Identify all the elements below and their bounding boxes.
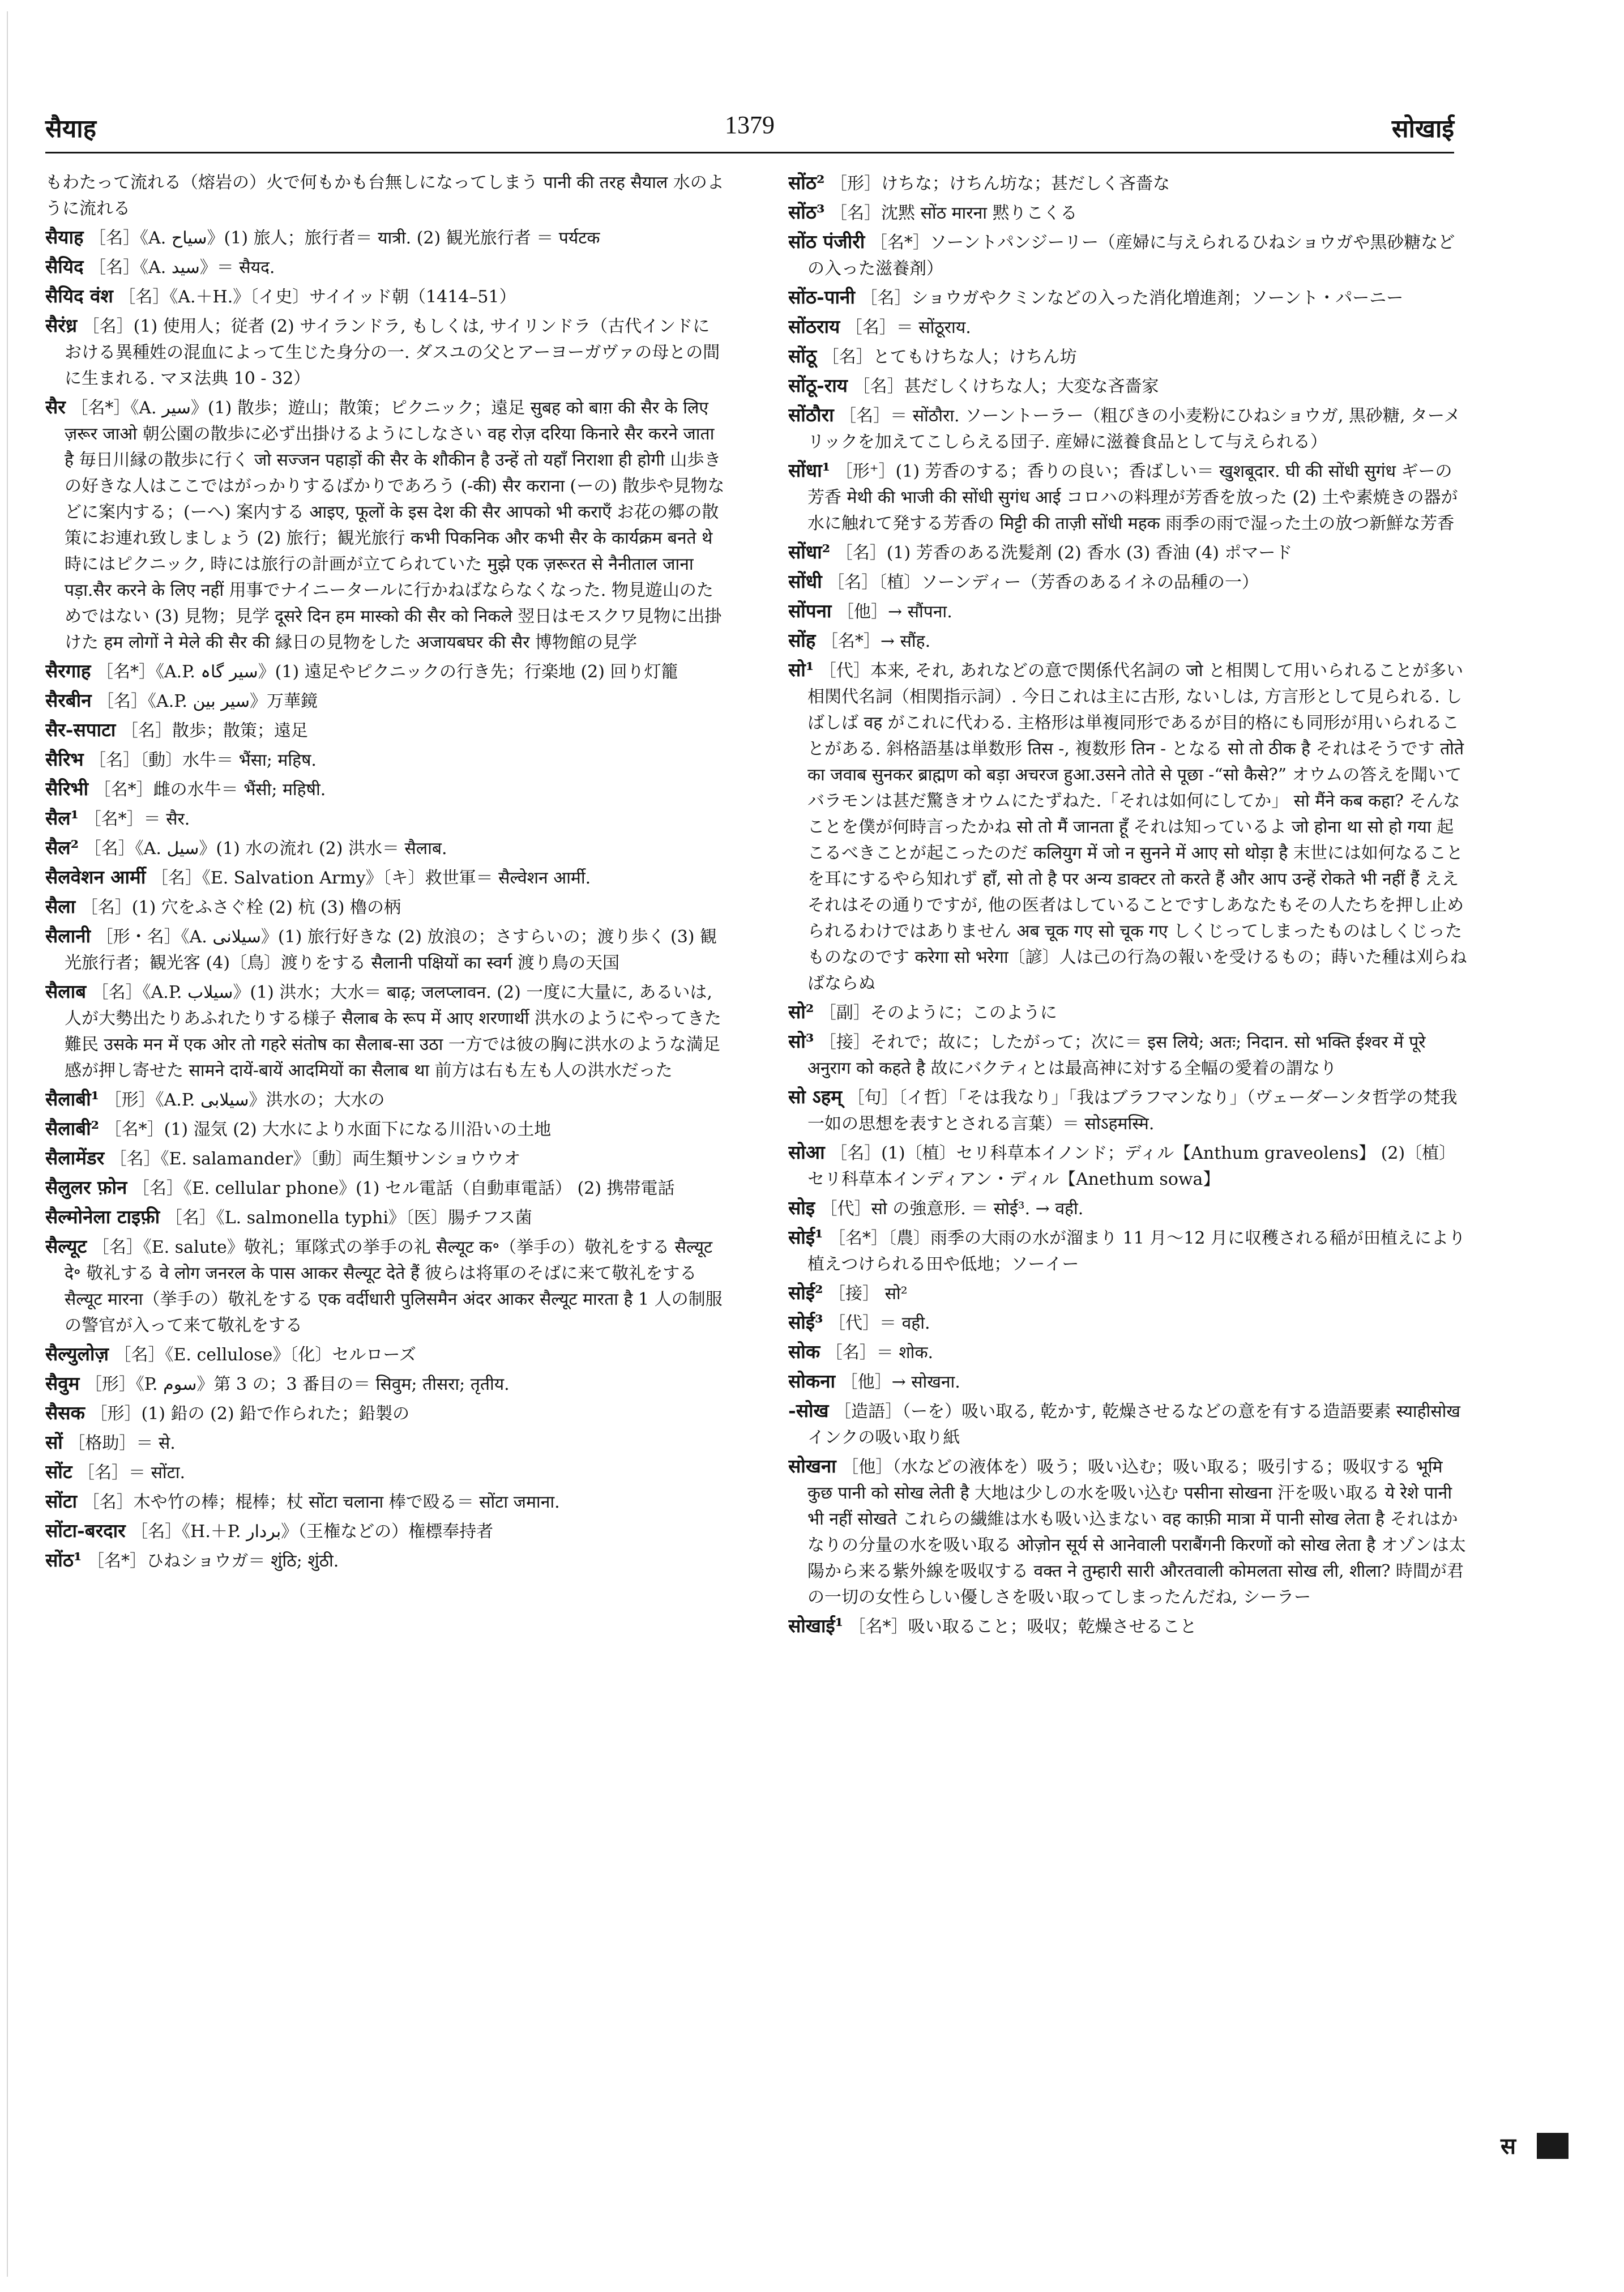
dictionary-entry xyxy=(788,458,1468,537)
entry-headword: सैल¹ xyxy=(45,807,79,829)
page-edge-line xyxy=(7,11,8,2277)
entry-headword: सोंठ-पानी xyxy=(788,286,855,308)
entry-headword: सैलाबी¹ xyxy=(45,1088,100,1110)
entry-definition: ［名］《A.＋H.》〔イ史〕サイイッド朝（1414–51） xyxy=(118,287,516,307)
entry-definition: ［名］ショウガやクミンなどの入った消化増進剤；ソーント・パーニー xyxy=(860,288,1404,308)
dictionary-entry xyxy=(45,1518,725,1545)
entry-definition: ［名］《E. salamander》〔動〕両生類サンショウウオ xyxy=(109,1149,521,1169)
entry-headword: सोंधा¹ xyxy=(788,459,831,481)
entry-definition: ［名*］ひねショウガ＝ शुंठि; शुंठी. xyxy=(87,1551,339,1571)
entry-definition: ［造語］（ーを）吸い取る, 乾かす, 乾燥させるなどの意を有する造語要素 स्याहीसोख インクの吸い取り紙 xyxy=(807,1402,1460,1448)
dictionary-entry xyxy=(45,1547,725,1574)
entry-headword: -सोख xyxy=(788,1399,829,1422)
entry-headword: सोई³ xyxy=(788,1311,823,1333)
dictionary-entry xyxy=(788,1339,1468,1366)
entry-definition: ［名*］→ सौंह. xyxy=(820,631,931,651)
entry-definition: ［名］《A.P. سیر بین》万華鏡 xyxy=(97,692,318,711)
entry-headword: सो³ xyxy=(788,1030,814,1052)
dictionary-entry xyxy=(788,1453,1468,1611)
dictionary-entry xyxy=(788,373,1468,400)
entry-headword: सोंट xyxy=(45,1461,72,1483)
entry-headword: सों xyxy=(45,1431,63,1453)
dictionary-entry xyxy=(45,1371,725,1398)
entry-definition: ［名］《A. سیاح》(1) 旅人；旅行者＝ यात्री. (2) 観光旅行者 ＝ पर्यटक xyxy=(89,228,600,248)
dictionary-entry xyxy=(788,1139,1468,1193)
dictionary-entry xyxy=(45,979,725,1084)
entry-definition: ［代］सो の強意形. ＝ सोई³. → वही. xyxy=(820,1199,1084,1219)
entry-headword: सोंठौरा xyxy=(788,404,834,426)
left-column xyxy=(45,170,725,2237)
dictionary-entry xyxy=(45,283,725,310)
page-header xyxy=(45,110,1454,150)
entry-headword: सैयाह xyxy=(45,226,84,248)
entry-headword: सैसक xyxy=(45,1402,85,1424)
dictionary-entry xyxy=(788,284,1468,311)
dictionary-entry xyxy=(788,1368,1468,1395)
entry-definition: ［格助］＝ से. xyxy=(68,1433,176,1453)
entry-definition: ［形］《P. سوم》第 3 の；3 番目の＝ सिवुम; तीसरा; तृतीय. xyxy=(84,1375,510,1394)
entry-headword: सोखना xyxy=(788,1455,836,1477)
dictionary-entry xyxy=(788,598,1468,625)
entry-headword: सैरिभी xyxy=(45,778,89,800)
entry-definition: ［名］《E. salute》敬礼；軍隊式の挙手の礼 सैल्यूट क॰（挙手の）敬礼をする सैल्यूट दे॰ 敬礼する वे लोग जनरल के पास आकर सैल्यूट देते हैं 彼らは将軍のそばに来て敬礼をする सैल्यूट मारना（挙手の）敬礼をする एक वर्दीधारी पुलिसमैन अंदर आकर सैल्यूट मारता है 1 人の制服の警官が入って来て敬礼をする xyxy=(65,1237,723,1335)
dictionary-entry xyxy=(45,1400,725,1427)
entry-headword: सोंटा-बरदार xyxy=(45,1520,126,1542)
dictionary-entry xyxy=(45,894,725,921)
entry-definition: ［接］ सो² xyxy=(828,1284,908,1304)
entry-definition: ［名］〔動〕水牛＝ भैंसा; महिष. xyxy=(89,750,317,770)
entry-definition: ［名*］雌の水牛＝ भैंसी; महिषी. xyxy=(93,780,326,800)
entry-headword: सैल² xyxy=(45,836,79,859)
thumb-index-tab xyxy=(1501,2129,1591,2163)
entry-headword: सोंठ³ xyxy=(788,201,825,223)
entry-definition: ［名］沈黙 सोंठ मारना 黙りこくる xyxy=(830,203,1078,223)
entry-definition: ［名］《A. سیل》(1) 水の流れ (2) 洪水＝ सैलाब. xyxy=(84,839,447,859)
entry-definition: ［形］《A.P. سیلابی》洪水の；大水の xyxy=(104,1090,385,1110)
entry-headword: सोई² xyxy=(788,1282,823,1304)
dictionary-entry xyxy=(45,224,725,251)
dictionary-entry xyxy=(45,313,725,392)
entry-headword: सोई¹ xyxy=(788,1226,823,1248)
entry-headword: सैलाबी² xyxy=(45,1117,100,1139)
entry-definition: ［名*］〔農〕雨季の大雨の水が溜まり 11 月～12 月に収穫される稲が田植えにより植えつけられる田や低地；ソーイー xyxy=(807,1228,1466,1274)
dictionary-entry xyxy=(788,1309,1468,1337)
dictionary-entry xyxy=(45,1429,725,1457)
entry-definition: ［名］《E. Salvation Army》〔キ〕救世軍＝ सैल्वेशन आर्मी. xyxy=(151,868,591,888)
entry-definition: ［名*］ソーントパンジーリー（産婦に与えられるひねショウガや黒砂糖などの入った滋養剤） xyxy=(807,233,1455,279)
entry-headword: सैयिद xyxy=(45,255,84,278)
dictionary-entry xyxy=(45,835,725,862)
dictionary-entry xyxy=(788,343,1468,370)
entry-headword: सोंठराय xyxy=(788,315,840,338)
entry-definition: ［接］それで；故に；したがって；次に＝ इस लिये; अतः; निदान. सो भक्ति ईश्वर में पूरे अनुराग को कहते है 故にバクティとは最高神に対する全幅の愛着の謂なり xyxy=(807,1032,1426,1078)
dictionary-entry xyxy=(45,1459,725,1486)
entry-headword: सोंठ² xyxy=(788,172,825,194)
entry-definition: ［名*］《A.P. سیر گاہ》(1) 遠足やピクニックの行き先；行楽地 (2) 回り灯籠 xyxy=(96,662,678,682)
dictionary-entry xyxy=(788,1224,1468,1278)
entry-definition: ［名］木や竹の棒；棍棒；杖 सोंटा चलाना 棒で殴る＝ सोंटा जमाना. xyxy=(82,1492,560,1512)
entry-headword: सैलवेशन आर्मी xyxy=(45,866,146,888)
dictionary-entry xyxy=(788,1195,1468,1222)
entry-headword: सैलाब xyxy=(45,980,87,1002)
dictionary-entry xyxy=(788,199,1468,227)
dictionary-entry xyxy=(45,805,725,833)
entry-definition: ［名*］(1) 湿気 (2) 大水により水面下になる川沿いの土地 xyxy=(104,1120,552,1139)
entry-definition: ［名］(1) 使用人；従者 (2) サイランドラ, もしくは, サイリンドラ（古代インドにおける異種姓の混血によって生じた身分の一. ダスユの父とアーヨーガヴァの母との間に生まれる. マヌ法典 10 - 32） xyxy=(65,317,720,389)
entry-definition: ［名］《L. salmonella typhi》〔医〕腸チフス菌 xyxy=(165,1208,532,1228)
entry-definition: もわたって流れる（熔岩の）火で何もかも台無しになってしまう पानी की तरह सैयाल 水のように流れる xyxy=(45,173,724,219)
entry-headword: सैरिभ xyxy=(45,748,84,770)
entry-definition: ［名］(1) 穴をふさぐ栓 (2) 杭 (3) 櫓の柄 xyxy=(80,898,401,917)
entry-definition: ［他］→ सोखना. xyxy=(840,1372,960,1392)
entry-definition: ［名*］《A. سیر》(1) 散歩；遊山；散策；ピクニック；遠足 सुबह को बाग़ की सैर के लिए ज़रूर जाओ 朝公園の散歩に必ず出掛けるようにしなさい वह रोज़ दरिया किनारे सैर करने जाता है 毎日川縁の散歩に行く जो सज्जन पहाड़ों की सैर के शौकीन है उन्हें तो यहाँ निराशा ही होगी 山歩きの好きな人はここではがっかりするばかりであろう (-की) सैर कराना (ーの) 散歩や見物などに案内する；(ーへ) 案内する आइए, फूलों के इस देश की सैर आपको भी कराएँ お花の郷の散策にお連れ致しましょう (2) 旅行；観光旅行 कभी पिकनिक और कभी सैर के कार्यक्रम बनते थे 時にはピクニック, 時には旅行の計画が立てられていた मुझे एक ज़रूरत से नैनीताल जाना पड़ा.सैर करने के लिए नहीं 用事でナイニータールに行かねばならなくなった. 物見遊山のためではない (3) 見物；見学 दूसरे दिन हम मास्को की सैर को निकले 翌日はモスクワ見物に出掛けた हम लोगों ने मेले की सैर की 縁日の見物をした अजायबघर की सैर 博物館の見学 xyxy=(65,398,725,652)
header-rule xyxy=(45,152,1454,153)
dictionary-entry xyxy=(45,1341,725,1368)
entry-headword: सोंह xyxy=(788,629,816,651)
entry-headword: सैल्युलोज़ xyxy=(45,1343,109,1365)
entry-definition: ［名］甚だしくけちな人；大変な吝嗇家 xyxy=(853,377,1159,396)
entry-definition: ［名］《E. cellular phone》(1) セル電話（自動車電話） (2) 携帯電話 xyxy=(132,1179,675,1198)
dictionary-entry xyxy=(45,1086,725,1113)
entry-headword: सो¹ xyxy=(788,659,814,681)
entry-definition: ［他］→ सौंपना. xyxy=(837,602,952,622)
header-first-headword: सैयाह xyxy=(45,114,97,143)
entry-definition: ［名］《H.＋P. بردار》（王権などの）権標奉持者 xyxy=(131,1522,494,1542)
entry-definition: ［名］(1) 芳香のある洗髪剤 (2) 香水 (3) 香油 (4) ポマード xyxy=(835,543,1293,563)
entry-definition: ［名］とてもけちな人；けちん坊 xyxy=(822,347,1077,367)
dictionary-entry xyxy=(788,1084,1468,1137)
entry-headword: सोआ xyxy=(788,1141,825,1163)
dictionary-entry xyxy=(788,539,1468,566)
entry-headword: सैर-सपाटा xyxy=(45,719,116,741)
entry-definition: ［名］＝ सोंठौरा. ソーントーラー（粗びきの小麦粉にひねショウガ, 黒砂糖, ターメリックを加えてこしらえる団子. 産婦に滋養食品として与えられる） xyxy=(807,406,1461,452)
entry-headword: सैरंध्र xyxy=(45,314,78,336)
entry-headword: सैलुलर फ़ोन xyxy=(45,1176,127,1198)
entry-headword: सैला xyxy=(45,895,76,917)
entry-headword: सोंठ¹ xyxy=(45,1549,82,1571)
entry-headword: सैलानी xyxy=(45,925,91,947)
thumb-index-block xyxy=(1537,2133,1569,2159)
entry-headword: सोंधा² xyxy=(788,541,831,563)
dictionary-entry xyxy=(788,657,1468,997)
dictionary-entry xyxy=(45,776,725,803)
entry-headword: सैर xyxy=(45,396,66,418)
dictionary-entry xyxy=(788,628,1468,655)
entry-headword: सोंपना xyxy=(788,600,832,622)
dictionary-entry xyxy=(45,1204,725,1231)
entry-definition: ［名］＝ सोंटा. xyxy=(78,1463,186,1483)
entry-definition: ［名*］吸い取ること；吸収；乾燥させること xyxy=(848,1617,1197,1637)
dictionary-entry xyxy=(788,1398,1468,1451)
dictionary-entry xyxy=(45,1488,725,1516)
entry-headword: सोखाई¹ xyxy=(788,1615,844,1637)
dictionary-entry xyxy=(45,688,725,715)
entry-headword: सोंधी xyxy=(788,570,822,592)
entry-definition: ［形⁺］(1) 芳香のする；香りの良い；香ばしい＝ खुशबूदार. घी की सोंधी सुगंध ギーの芳香 मेथी की भाजी की सोंधी सुगंध आई コロハの料理が芳香を放った (2) 土や素焼きの器が水に触れて発する芳香の मिट्टी की ताज़ी सोंधी महक 雨季の雨で湿った土の放つ新鮮な芳香 xyxy=(807,462,1458,533)
thumb-index-letter: स xyxy=(1501,2133,1516,2159)
entry-headword: सैवुम xyxy=(45,1372,80,1394)
entry-definition: ［名］《E. cellulose》〔化〕セルローズ xyxy=(114,1345,416,1365)
entry-headword: सैरगाह xyxy=(45,660,91,682)
entry-definition: ［名*］＝ सैर. xyxy=(84,809,190,829)
dictionary-entry xyxy=(788,999,1468,1026)
entry-definition: ［代］本来, それ, あれなどの意で関係代名詞の जो と相関して用いられることが多い相関代名詞（相関指示詞）. 今日これは主に古形, ないしは, 方言形として見られる. しばしば वह がこれに代わる. 主格形は単複同形であるが目的格にも同形が用いられることがある. 斜格語基は単数形 तिस -, 複数形 तिन - となる सो तो ठीक है それはそうです तोते का जवाब सुनकर ब्राह्मण को बड़ा अचरज हुआ.उसने तोते से पूछा -“सो कैसे?” オウムの答えを聞いてバラモンは甚だ驚きオウムにたずねた.「それは如何にしてか」 सो मैंने कब कहा? そんなことを僕が何時言ったかね सो तो मैं जानता हूँ それは知っているよ जो होना था सो हो गया 起こるべきことが起こったのだ कलियुग में जो न सुनने में आए सो थोड़ा है 末世には如何なることを耳にするやら知れず हाँ, सो तो है पर अन्य डाक्टर तो करते हैं और आप उन्हें रोकते भी नहीं हैं ええそれはその通りですが, 他の医者はしていることですしあなたもその人たちを押し止められるわけではありません अब चूक गए सो चूक गए しくじってしまったものはしくじったものなのです करेगा सो भरेगा〔諺〕人は己の行為の報いを受けるもの；蒔いた種は刈らねばならぬ xyxy=(807,661,1467,993)
dictionary-entry xyxy=(45,254,725,281)
entry-headword: सोक xyxy=(788,1341,820,1363)
entry-headword: सैल्मोनेला टाइफ़ी xyxy=(45,1206,160,1228)
entry-definition: ［形］けちな；けちん坊な；甚だしく吝嗇な xyxy=(830,174,1170,194)
dictionary-entry xyxy=(788,1613,1468,1640)
dictionary-entry xyxy=(788,569,1468,596)
dictionary-entry xyxy=(788,1280,1468,1307)
entry-headword: सो ऽहम् xyxy=(788,1086,843,1108)
entry-headword: सैलामेंडर xyxy=(45,1147,105,1169)
dictionary-entry xyxy=(45,658,725,685)
entry-definition: ［代］＝ वही. xyxy=(828,1313,930,1333)
dictionary-entry xyxy=(45,923,725,976)
entry-headword: सोंठू-राय xyxy=(788,374,848,396)
dictionary-entry xyxy=(45,170,725,222)
entry-definition: ［他］（水などの液体を）吸う；吸い込む；吸い取る；吸引する；吸収する भूमि कुछ पानी को सोख लेती है 大地は少しの水を吸い込む पसीना सोखना 汗を吸い取る ये रेशे पानी भी नहीं सोखते これらの繊維は水も吸い込まない वह काफ़ी मात्रा में पानी सोख लेता है それはかなりの分量の水を吸い取る ओज़ोन सूर्य से आनेवाली पराबैंगनी किरणों को सोख लेता है オゾンは太陽から来る紫外線を吸収する वक्त ने तुम्हारी सारी औरतवाली कोमलता सोख ली, शीला? 時間が君の一切の女性らしい優しさを吸い取ってしまったんだね, シーラー xyxy=(807,1457,1466,1607)
entry-definition: ［形・名］《A. سیلانی》(1) 旅行好きな (2) 放浪の；さすらいの；渡り歩く (3) 観光旅行者；観光客 (4)〔鳥〕渡りをする सैलानी पक्षियों का स्वर्ग 渡り鳥の天国 xyxy=(65,927,717,973)
dictionary-entry xyxy=(45,864,725,891)
entry-headword: सोइ xyxy=(788,1197,815,1219)
entry-definition: ［名］＝ शोक. xyxy=(825,1343,934,1363)
dictionary-entry xyxy=(788,402,1468,455)
entry-definition: ［副］そのように；このように xyxy=(819,1003,1057,1023)
entry-headword: सैल्यूट xyxy=(45,1235,87,1257)
dictionary-entry xyxy=(788,229,1468,282)
entry-headword: सोंठ पंजीरी xyxy=(788,231,865,253)
entry-headword: सो² xyxy=(788,1001,814,1023)
entry-definition: ［名］《A.P. سیلاب》(1) 洪水；大水＝ बाढ़; जलप्लावन. (2) 一度に大量に, あるいは, 人が大勢出たりあふれたりする様子 सैलाब के रूप में आए शरणार्थी 洪水のようにやってきた難民 उसके मन में एक ओर तो गहरे संतोष का सैलाब-सा उठा 一方では彼の胸に洪水のような満足感が押し寄せた सामने दायें-बायें आदमियों का सैलाब था 前方は右も左も人の洪水だった xyxy=(65,983,721,1081)
dictionary-entry xyxy=(788,170,1468,197)
entry-headword: सैरबीन xyxy=(45,689,92,711)
dictionary-entry xyxy=(45,717,725,744)
entry-headword: सोकना xyxy=(788,1370,836,1392)
right-column xyxy=(788,170,1468,2237)
dictionary-entry xyxy=(45,1145,725,1172)
entry-definition: ［句］〔イ哲〕「そは我なり」「我はブラフマンなり」（ヴェーダーンタ哲学の梵我一如の思想を表すとされる言葉）＝ सोऽहमस्मि. xyxy=(807,1088,1458,1134)
dictionary-entry xyxy=(45,1116,725,1143)
dictionary-entry xyxy=(45,1175,725,1202)
page-number: 1379 xyxy=(725,111,775,139)
entry-definition: ［形］(1) 鉛の (2) 鉛で作られた；鉛製の xyxy=(90,1404,410,1424)
entry-headword: सोंटा xyxy=(45,1490,78,1512)
dictionary-entry xyxy=(45,746,725,774)
entry-headword: सोंठू xyxy=(788,345,817,367)
entry-definition: ［名］(1)〔植〕セリ科草本イノンド；ディル【Anthum graveolens】 (2)〔植〕セリ科草本インディアン・ディル【Anethum sowa】 xyxy=(807,1143,1456,1189)
dictionary-entry xyxy=(788,1028,1468,1082)
entry-definition: ［名］散歩；散策；遠足 xyxy=(121,721,308,741)
entry-definition: ［名］＝ सोंठूराय. xyxy=(845,318,971,338)
entry-headword: सैयिद वंश xyxy=(45,285,113,307)
entry-definition: ［名］〔植〕ソーンディー（芳香のあるイネの品種の一） xyxy=(827,573,1259,592)
header-last-headword: सोखाई xyxy=(1391,114,1454,143)
entry-definition: ［名］《A. سید》＝ सैयद. xyxy=(89,258,275,278)
dictionary-entry xyxy=(45,394,725,656)
dictionary-entry xyxy=(788,314,1468,341)
dictionary-entry xyxy=(45,1234,725,1339)
